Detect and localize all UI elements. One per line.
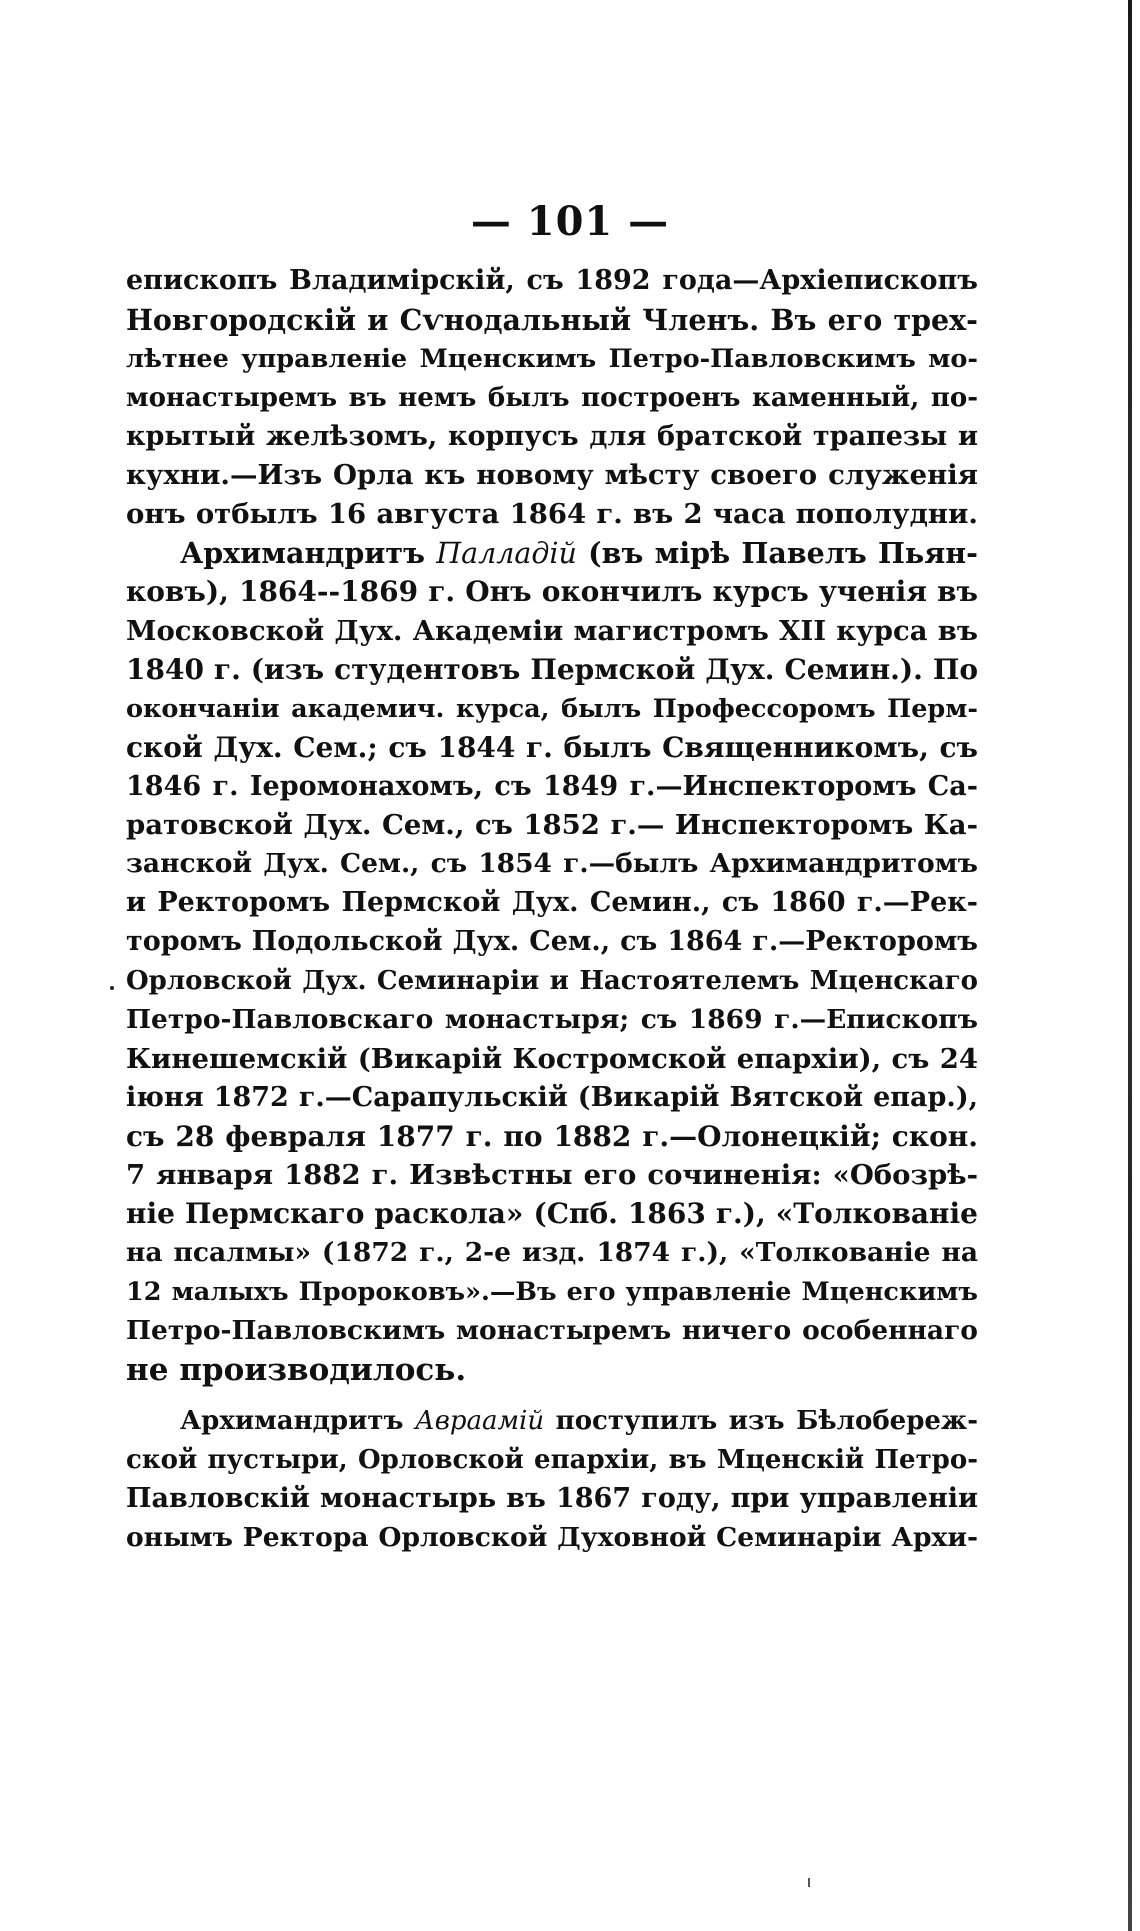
text-line: іюня 1872 г.—Сарапульскій (Викарій Вятской епар.), <box>126 1081 978 1113</box>
text-line: 1846 г. Іеромонахомъ, съ 1849 г.—Инспекторомъ Са- <box>126 770 978 802</box>
text-line: Павловскій монастырь въ 1867 году, при управленіи <box>126 1482 978 1514</box>
margin-mark <box>110 986 114 990</box>
text-line: на псалмы» (1872 г., 2-е изд. 1874 г.), «Толкованіе на <box>126 1237 978 1269</box>
text-line: Архимандритъ Палладій (въ мірѣ Павелъ Пьян- <box>180 536 978 571</box>
text-line: онымъ Ректора Орловской Духовной Семинаріи Архи- <box>126 1521 978 1553</box>
text-line: онъ отбылъ 16 августа 1864 г. въ 2 часа пополудни. <box>126 498 978 531</box>
name-palladiy: Палладій <box>436 537 577 571</box>
text-line: занской Дух. Сем., съ 1854 г.—былъ Архимандритомъ <box>126 848 978 880</box>
name-avraamiy: Авраамій <box>415 1405 545 1436</box>
text-line: Новгородскій и Сѵнодальный Членъ. Въ его трех- <box>126 302 978 337</box>
text-line: 12 малыхъ Пророковъ».—Въ его управленіе Мценскимъ <box>126 1277 978 1308</box>
text-line: крытый желѣзомъ, корпусъ для братской трапезы и <box>126 420 978 452</box>
text-line: ской пустыри, Орловской епархіи, въ Мценскій Петро- <box>126 1444 978 1475</box>
text-line: монастыремъ въ немъ былъ построенъ каменный, по- <box>126 382 978 413</box>
text-line: не производилось. <box>126 1351 467 1388</box>
scan-speck <box>808 1878 810 1887</box>
text-line: 1840 г. (изъ студентовъ Пермской Дух. Семин.). По <box>126 652 978 686</box>
text-line: Петро-Павловскимъ монастыремъ ничего особеннаго <box>126 1315 978 1347</box>
paragraph-gap <box>126 1390 978 1402</box>
text-line: ніе Пермскаго раскола» (Спб. 1863 г.), «Толкованіе <box>126 1197 978 1231</box>
text-line: и Ректоромъ Пермской Дух. Семин., съ 1860 г.—Рек- <box>126 887 978 919</box>
text-line: Московской Дух. Академіи магистромъ XII курса въ <box>126 615 978 648</box>
page-number: — 101 — <box>470 198 670 245</box>
text-line: ратовской Дух. Сем., съ 1852 г.— Инспекторомъ Ка- <box>126 809 978 842</box>
text-line: ковъ), 1864--1869 г. Онъ окончилъ курсъ ученія въ <box>126 575 978 609</box>
text-line: лѣтнее управленіе Мценскимъ Петро-Павловскимъ мо- <box>126 343 978 374</box>
text-line: Архимандритъ Авраамій поступилъ изъ Бѣлобереж- <box>180 1405 978 1436</box>
text-line: кухни.—Изъ Орла къ новому мѣсту своего служенія <box>126 459 978 492</box>
text-line: Орловской Дух. Семинаріи и Настоятелемъ Мценскаго <box>126 966 978 997</box>
body-text <box>126 262 978 1557</box>
text-line: ской Дух. Сем.; съ 1844 г. былъ Священникомъ, съ <box>126 730 978 764</box>
text-line: съ 28 февраля 1877 г. по 1882 г.—Олонецкій; скон. <box>126 1119 978 1153</box>
text-line: торомъ Подольской Дух. Сем., съ 1864 г.—Ректоромъ <box>126 926 978 958</box>
text-line: Кинешемскій (Викарій Костромской епархіи), съ 24 <box>126 1042 978 1075</box>
scan-edge <box>1128 0 1132 1931</box>
text-line: 7 января 1882 г. Извѣстны его сочиненія: «Обозрѣ- <box>126 1159 978 1192</box>
text-line: окончаніи академич. курса, былъ Профессоромъ Перм- <box>126 693 978 724</box>
text-line: Петро-Павловскаго монастыря; съ 1869 г.—Епископъ <box>126 1003 978 1035</box>
text-line: епископъ Владимірскій, съ 1892 года—Архіепископъ <box>126 265 978 296</box>
